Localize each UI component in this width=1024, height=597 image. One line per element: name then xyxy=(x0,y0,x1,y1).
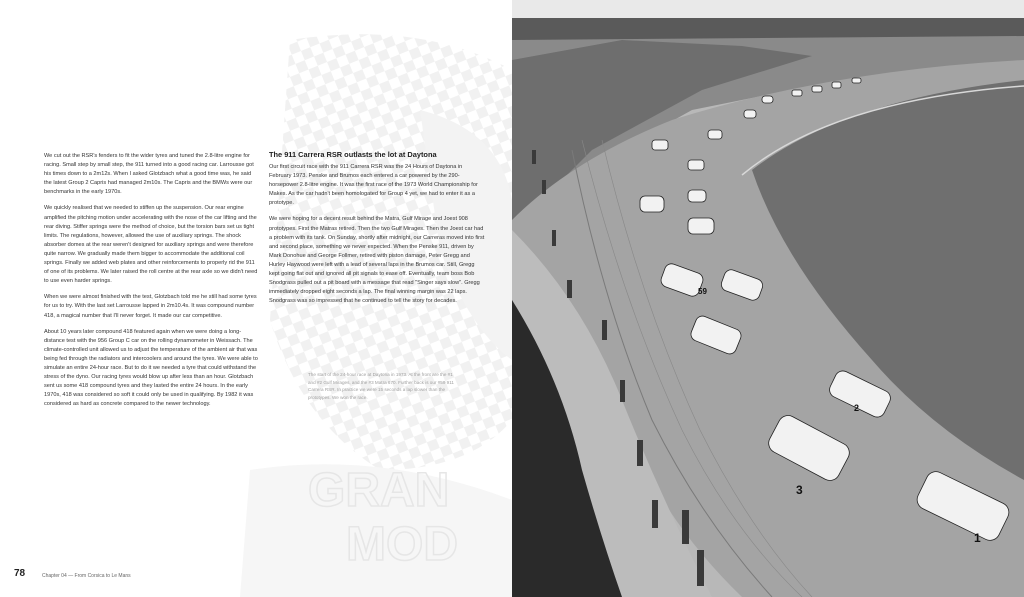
paragraph: Our first circuit race with the 911 Carrera RSR was the 24 Hours of Daytona in February 1973. Penske and Brumos each entered a car powered by the 290-horsepower 2.8-litre engine. It was the first race of the 1973 World Championship for Makes. As the car hadn't been homologated for Group 4 yet, we had to enter it as a prototype. xyxy=(269,164,478,207)
car-number-label: 1 xyxy=(974,531,981,545)
paragraph: We quickly realised that we needed to stiffen up the suspension. Our rear engine amplified the pitching motion under accelerating with the nose of the car lifting and the rear diving. Stiffer springs were the method of choice, but the torsion bars set us tight limits. The regulations, however, allowed the use of auxiliary springs. The shock absorber domes at the rear weren't designed for auxiliary springs and were therefore quite narrow. We gradually made them bigger to accommodate the additional coil springs. Finally we added web plates and other reinforcements to properly rid the 911 of one of its problems. We later raised the roll centre at the rear axle so we didn't need to use even harder springs. xyxy=(44,205,258,285)
photo-caption: The start of the 24-hour race at Daytona in 1973. At the front are the #1 and #2 Gulf Mirages, and the #3 Matra 670. Further back is our #59 911 Carrera RSR. In practice we were 15 seconds a lap slower than the prototypes. We won the race. xyxy=(308,372,454,400)
running-head: Chapter 04 — From Corsica to Le Mans xyxy=(42,573,131,579)
car-number-label: 59 xyxy=(698,287,707,296)
daytona-race-photo xyxy=(512,0,1024,597)
text-column-left xyxy=(44,152,260,416)
watermark-line1: GRAN xyxy=(308,464,450,517)
section-heading: The 911 Carrera RSR outlasts the lot at Daytona xyxy=(269,150,437,159)
race-photo xyxy=(512,0,1024,597)
paragraph: We were hoping for a decent result behind the Matra, Gulf Mirage and Joest 908 prototypes. First the Matras retired. Then the two Gulf Mirages. Then the Joest car had a problem with its tank. On Sunday, shortly after midnight, our Carreras moved into first and second place, something we never expected. When the Penske 911, driven by Mark Donohue and George Follmer, retired with piston damage, Peter Gregg and Hurley Haywood were left with a lead of several laps in the Brumos car. Still, Gregg kept going flat out and ignored all pit signals to ease off. Eventually, team boss Bob Snodgrass pulled out a pit board with a message that read "Singer says slow". Gregg immediately dropped eight seconds a lap. The final winning margin was 22 laps. Snodgrass was so impressed that he continued to tell the story for decades. xyxy=(269,216,485,305)
paragraph: We cut out the RSR's fenders to fit the wider tyres and tuned the 2.8-litre engine for racing. Small step by small step, the 911 turned into a good racing car. Larrousse got his times down to a 2m12s. When I asked Glotzbach what a good time was, he said the latest Group 2 Capris had managed 2m10s. The Capris and the BMWs were our benchmarks in the early 1970s. xyxy=(44,153,254,196)
car-number-label: 3 xyxy=(796,483,803,497)
watermark-line2: MOD xyxy=(346,518,458,571)
paragraph: About 10 years later compound 418 featured again when we were doing a long-distance test with the 956 Group C car on the rolling dynamometer in Weissach. The climate-controlled unit allowed us to adjust the temperature of the ambient air that was being fed through the radiators and intercoolers and around the tyres. We were able to simulate an entire 24-hour race. But to do it we needed a tyre that could withstand the stress of the dyno. Our racing tyres would blow up after less than an hour. Glotzbach sent us some 418 compound tyres and they lasted the entire 24 hours. In the early 1970s, 418 was considered so soft it could only be used in qualifying. By 1982 it was considered as hard as concrete compared to the newer technology. xyxy=(44,328,258,408)
car-number-label: 2 xyxy=(854,403,860,413)
paragraph: When we were almost finished with the test, Glotzbach told me he still had some tyres for us to try. With the last set Larrousse lapped in 2m10.4s. It was compound number 418, a magical number that I'll never forget. It made our car competitive. xyxy=(44,294,257,319)
page-number: 78 xyxy=(14,568,26,579)
text-column-right xyxy=(269,150,485,313)
